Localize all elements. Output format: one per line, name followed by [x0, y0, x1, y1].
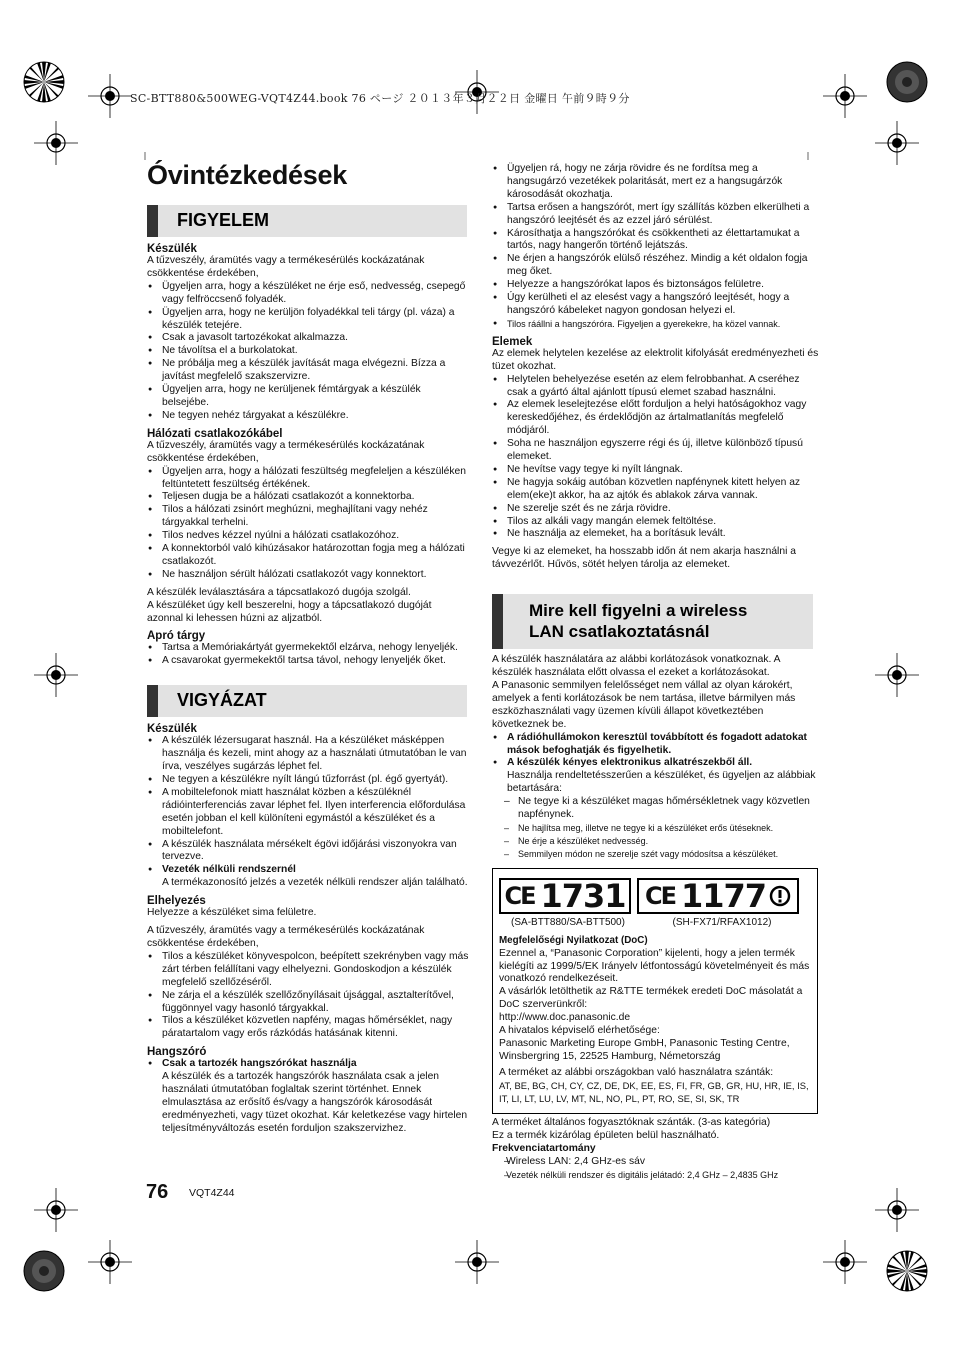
list-item: ● Tilos a készüléket könyvespolcon, beépített szekrényben vagy más zárt térben felállítani vagy elhelyezni. Gondoskodjon a készülék megfelelő szellőzéséről. — [147, 951, 469, 990]
footer-code: VQT4Z44 — [189, 1187, 235, 1199]
note-text: A készülék leválasztására a tápcsatlakozó dugója szolgál. — [147, 586, 411, 598]
doc-text: A hivatalos képviselő elérhetősége: — [499, 1025, 660, 1037]
ce-number: 1731 — [540, 876, 626, 915]
text: Helyezze a készüléket sima felületre. — [147, 907, 317, 919]
dash-list — [492, 796, 820, 861]
list-item: ● Helyezze a hangszórókat lapos és biztonságos felületre. — [492, 279, 820, 292]
bullet-list — [147, 951, 469, 1041]
doc-heading: Megfelelőségi Nyilatkozat (DoC) — [499, 934, 648, 946]
vigyazat-label: VIGYÁZAT — [177, 690, 267, 711]
list-item: – Vezeték nélküli rendszer és digitális jelátadó: 2,4 GHz – 2,4835 GHz — [492, 1169, 820, 1182]
doc-text: Ezennel a, “Panasonic Corporation” kijelenti, hogy a jelen termék kielégíti az 1999/5/EK Irányelv létfontosságú követelményeit és más vonatkozó rendelkezéseit. — [499, 947, 810, 985]
bullet-list — [492, 732, 820, 771]
list-item: ● Ne szerelje szét és ne zárja rövidre. — [492, 503, 820, 516]
list-item: ● A készülék használata mérsékelt égövi időjárási viszonyokra van tervezve. — [147, 839, 469, 865]
ce-number: 1177 — [680, 876, 767, 915]
list-item: ● Ne távolítsa el a burkolatokat. — [147, 345, 469, 358]
bullet-list — [147, 735, 469, 877]
vigyazat-banner — [147, 685, 467, 717]
doc-text: Panasonic Marketing Europe GmbH, Panasonic Testing Centre, Winsbergring 15, 22525 Hamburg, Németország — [499, 1037, 790, 1062]
list-item: ● Tilos ráállni a hangszóróra. Figyeljen a gyerekekre, ha közel vannak. — [492, 318, 820, 331]
list-item: ● Ne tegyen a készülékre nyílt lángú tűzforrást (pl. égő gyertyát). — [147, 774, 469, 787]
bullet-list — [147, 466, 469, 582]
doc-box — [492, 868, 818, 1115]
ce-mark-1731 — [499, 878, 631, 914]
list-item: ● A rádióhullámokon keresztül továbbított és fogadott adatokat mások befoghatják és figyelhetik. — [492, 732, 820, 758]
intro-text: A tűzveszély, áramütés vagy a termékesérülés kockázatának csökkentése érdekében, — [147, 925, 425, 949]
list-item: ● Tilos a készüléket közvetlen napfény, magas hőmérséklet, nagy páratartalom vagy erős rázkódás hatásának kitenni. — [147, 1015, 469, 1041]
ce-captions — [499, 917, 811, 928]
list-item: ● Tartsa a Memóriakártyát gyermekektől elzárva, nehogy lenyeljék. — [147, 642, 469, 655]
wlan-text: A készülék használatára az alábbi korlátozások vonatkoznak. A készülék használata előtt olvassa el ezeket a korlátozásokat. — [492, 654, 780, 679]
list-item: ● Ne próbálja meg a készülék javítását maga elvégezni. Bízza a javítást megfelelő szakszervizre. — [147, 358, 469, 384]
bullet-list — [147, 1058, 469, 1071]
wlan-banner-line: LAN csatlakoztatásnál — [529, 622, 710, 642]
list-item: ● A konnektorból való kihúzásakor határozottan fogja meg a hálózati csatlakozót. — [147, 543, 469, 569]
intro-text: Az elemek helytelen kezelése az elektrolit kifolyását eredményezheti és tüzet okozhat. — [492, 347, 819, 372]
speaker-text: A készülék és a tartozék hangszórók használata csak a jelen használati útmutatóban foglaltak szerint történhet. Ennek elmulasztása az erősítő és/vagy a hangszórók károsodását eredményezheti, vagy tüzet okozhat. Kár keletkezése vagy hirtelen teljesítményváltozás esetén forduljon szakszervizhez. — [162, 1071, 468, 1134]
list-item: – Semmilyen módon ne szerelje szét vagy módosítsa a készüléket. — [492, 848, 820, 861]
bullet-list — [492, 374, 820, 542]
ce-caption: (SA-BTT880/SA-BTT500) — [511, 916, 625, 928]
list-item: ● Ne zárja el a készülék szellőzőnyílásait újsággal, asztalterítővel, függönnyel vagy hasonló tárgyakkal. — [147, 990, 469, 1016]
freq-heading: Frekvenciatartomány — [492, 1143, 596, 1155]
section-heading: Készülék — [147, 243, 197, 255]
ce-mark-1177 — [637, 878, 799, 914]
list-item: ● Ne hevítse vagy tegye ki nyílt lángnak. — [492, 464, 820, 477]
right-column — [492, 163, 820, 1182]
doc-url: http://www.doc.panasonic.de — [499, 1012, 631, 1024]
bullet-list — [147, 281, 469, 423]
alert-icon — [769, 885, 791, 907]
doc-text: A vásárlók letölthetik az R&TTE termékek eredeti DoC másolatát a DoC szerverünkről: — [499, 986, 803, 1011]
page-title: Óvintézkedések — [147, 160, 347, 190]
list-item: ● Tilos nedves kézzel nyúlni a hálózati csatlakozóhoz. — [147, 530, 469, 543]
country-list: AT, BE, BG, CH, CY, CZ, DE, DK, EE, ES, FI, FR, GB, GR, HU, HR, IE, IS, IT, LI, LT, LU, LV, MT, NL, NO, PL, PT, RO, SE, SI, SK, TR — [499, 1079, 809, 1104]
figyelem-banner — [147, 205, 467, 237]
intro-text: A tűzveszély, áramütés vagy a termékesérülés kockázatának csökkentése érdekében, — [147, 255, 425, 279]
list-item: ● Ne tegyen nehéz tárgyakat a készülékre. — [147, 410, 469, 423]
list-item: – Ne hajlítsa meg, illetve ne tegye ki a készüléket erős ütéseknek. — [492, 822, 820, 835]
list-item: ● Ügyeljen arra, hogy a készüléket ne érje eső, nedvesség, csepegő vagy felfröccsenő folyadék. — [147, 281, 469, 307]
list-item: ● Úgy kerülheti el az elesést vagy a hangszóró leejtését, hogy a hangszóró kábeleket nagyon gondosan helyezi el. — [492, 292, 820, 318]
list-item: ● Ügyeljen arra, hogy ne kerüljenek fémtárgyak a készülék belsejébe. — [147, 384, 469, 410]
list-item: ● Tilos a hálózati zsinórt meghúzni, meghajlítani vagy nehéz tárgyakkal terhelni. — [147, 504, 469, 530]
wireless-text: A termékazonosító jelzés a vezeték nélküli rendszer alján található. — [162, 877, 468, 889]
section-heading: Hangszóró — [147, 1046, 207, 1059]
list-item: ● Vezeték nélküli rendszernél — [147, 864, 469, 877]
left-column — [147, 160, 469, 1136]
category-text: A terméket általános fogyasztóknak szánták. (3-as kategória) — [492, 1117, 771, 1129]
note-text: A készüléket úgy kell beszerelni, hogy a tápcsatlakozó dugóját azonnal ki lehessen húzni az aljzatból. — [147, 599, 432, 624]
list-item: ● Ügyeljen arra, hogy ne kerüljön folyadékkal teli tárgy (pl. váza) a készülék tetejére. — [147, 307, 469, 333]
list-item: ● Ne használjon sérült hálózati csatlakozót vagy konnektort. — [147, 569, 469, 582]
list-item: ● Ne hagyja sokáig autóban közvetlen napfénynek kitett helyen az elem(eke)t akkor, ha az ajtók és ablakok zárva vannak. — [492, 477, 820, 503]
list-item: ● Tartsa erősen a hangszórót, mert így szállítás közben elkerülheti a hangszóró leejtését és az ezzel járó sérülést. — [492, 202, 820, 228]
list-item: ● Ügyeljen arra, hogy a hálózati feszültség megfeleljen a készüléken feltüntetett feszültség értékének. — [147, 466, 469, 492]
indoor-text: Ez a termék kizárólag épületen belül használható. — [492, 1130, 720, 1142]
wlan-text: Használja rendeltetésszerűen a készüléket, és ügyeljen az alábbiak betartására: — [507, 770, 816, 795]
list-item: ● Teljesen dugja be a hálózati csatlakozót a konnektorba. — [147, 491, 469, 504]
list-item: – Wireless LAN: 2,4 GHz-es sáv — [492, 1156, 820, 1169]
page-number: 76 — [146, 1181, 169, 1203]
list-item: ● A készülék kényes elektronikus alkatrészekből áll. — [492, 757, 820, 770]
list-item: ● Csak a javasolt tartozékokat alkalmazza. — [147, 332, 469, 345]
ce-marks — [499, 878, 811, 914]
list-item: ● Tilos az alkáli vagy mangán elemek feltöltése. — [492, 516, 820, 529]
doc-text: A terméket az alábbi országokban való használatra szánták: — [499, 1066, 774, 1078]
bullet-list — [147, 642, 469, 668]
bullet-list — [492, 163, 820, 331]
ce-caption: (SH-FX71/RFAX1012) — [672, 916, 772, 928]
list-item: ● Ügyeljen rá, hogy ne zárja rövidre és ne fordítsa meg a hangsugárzó vezetékek polaritását, mert ez a hangsugárzók károsodását okozhatja. — [492, 163, 820, 202]
ce-symbol: CE — [504, 881, 535, 910]
note-text: Vegye ki az elemeket, ha hosszabb időn át nem akarja használni a távvezérlőt. Hűvös, sötét helyen tárolja az elemeket. — [492, 546, 796, 571]
section-heading: Elemek — [492, 335, 533, 348]
wlan-banner — [492, 594, 813, 649]
list-item: ● Csak a tartozék hangszórókat használja — [147, 1058, 469, 1071]
list-item: – Ne érje a készüléket nedvesség. — [492, 835, 820, 848]
list-item: ● Az elemek leselejtezése előtt forduljon a helyi hatóságokhoz vagy kereskedőjéhez, és érdeklődjön az ártalmatlanítás megfelelő módjáról. — [492, 399, 820, 438]
figyelem-label: FIGYELEM — [177, 210, 270, 230]
section-heading: Apró tárgy — [147, 630, 206, 643]
list-item: ● Ne érjen a hangszórók elülső részéhez. Mindig a két oldalon fogja meg őket. — [492, 253, 820, 279]
list-item: ● Ne használja az elemeket, ha a borításuk levált. — [492, 528, 820, 541]
section-heading: Elhelyezés — [147, 895, 206, 908]
section-heading: Készülék — [147, 723, 197, 736]
dash-list — [492, 1156, 820, 1182]
list-item: – Ne tegye ki a készüléket magas hőmérsékletnek vagy közvetlen napfénynek. — [492, 796, 820, 822]
header-line: SC-BTT880&500WEG-VQT4Z44.book 76 ページ ２０１３年３月２２日 金曜日 午前９時９分 — [130, 92, 630, 105]
list-item: ● A készülék lézersugarat használ. Ha a készüléket másképpen használja és kezeli, mint ahogy az a használati útmutatóban le van írva, veszélyes sugárzás léphet fel. — [147, 735, 469, 774]
wlan-text: A Panasonic semmilyen felelősséget nem vállal az olyan károkért, amelyek a fenti korlátozások be nem tartása, illetve bármilyen más eszközhasználati vagy üzemen kívüli állapot következtében következnek be. — [492, 680, 796, 730]
intro-text: A tűzveszély, áramütés vagy a termékesérülés kockázatának csökkentése érdekében, — [147, 439, 425, 464]
ce-symbol: CE — [644, 881, 675, 910]
section-heading: Hálózati csatlakozókábel — [147, 427, 283, 440]
list-item: ● Károsíthatja a hangszórókat és csökkentheti az élettartamukat a tartós, nagy hangerőn történő lejátszás. — [492, 228, 820, 254]
list-item: ● A mobiltelefonok miatt használat közben a készüléknél rádióinterferenciás zavar léphet fel. Ilyen interferencia előfordulása esetén jobban el kell különíteni egymástól a készüléket és a mobiltelefont. — [147, 787, 469, 839]
list-item: ● A csavarokat gyermekektől tartsa távol, nehogy lenyeljék őket. — [147, 655, 469, 668]
list-item: ● Helytelen behelyezése esetén az elem felrobbanhat. A cseréhez csak a gyártó által ajánlott típusú elemet szabad használni. — [492, 374, 820, 400]
list-item: ● Soha ne használjon egyszerre régi és új, illetve különböző típusú elemeket. — [492, 438, 820, 464]
wlan-banner-line: Mire kell figyelni a wireless — [529, 601, 748, 621]
